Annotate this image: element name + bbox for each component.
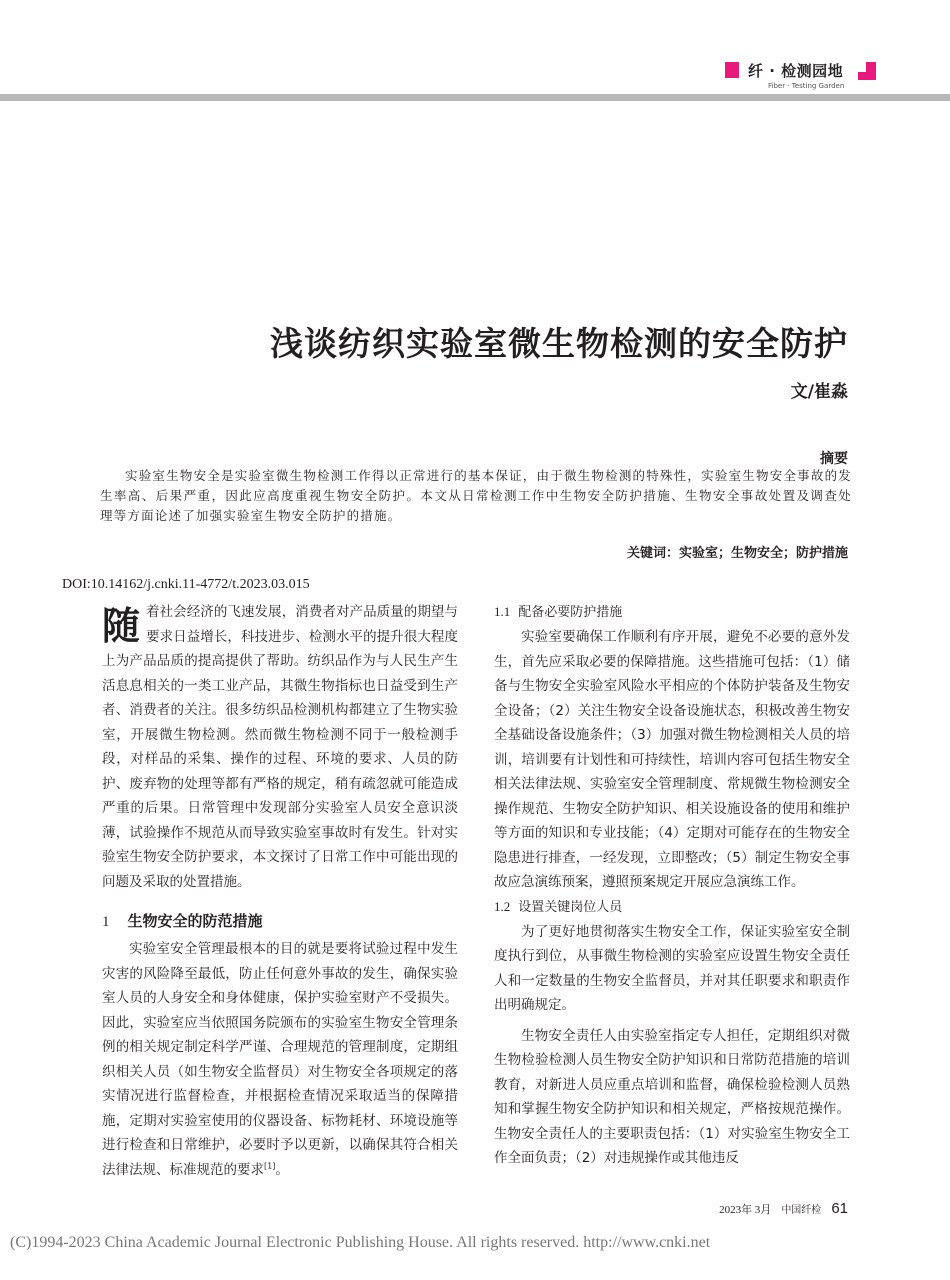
left-column [102, 600, 458, 1182]
section-title-text: 生物安全的防范措施 [127, 912, 263, 930]
section-heading [102, 908, 458, 935]
section-text-end: 。 [275, 1161, 289, 1178]
section-number: 1 [102, 914, 110, 930]
page-footer [719, 1200, 848, 1217]
section-title: 纤 · 检测园地 [748, 62, 844, 80]
issue-date: 2023年 3月 [719, 1204, 772, 1216]
keywords: 关键词：实验室；生物安全；防护措施 [626, 546, 848, 561]
header-accent-block-left [725, 62, 739, 78]
subsection-heading [494, 895, 850, 920]
dropcap: 随 [102, 604, 141, 648]
subsection-number: 1.1 [494, 604, 511, 619]
copyright-notice: (C)1994-2023 China Academic Journal Electronic Publishing House. All rights reserved. http://www.cnki.net [10, 1234, 711, 1251]
section-text: 实验室安全管理最根本的目的就是要将试验过程中发生灾害的风险降至最低，防止任何意外事故的发生，确保实验室人员的人身安全和身体健康，保护实验室财产不受损失。因此，实验室应当依照国务院颁布的实验室生物安全管理条例的相关规定制定科学严谨、合理规范的管理制度，定期组织相关人员（如生物安全监督员）对生物安全各项规定的落实情况进行监督检查，并根据检查情况采取适当的保障措施，定期对实验室使用的仪器设备、标物耗材、环境设施等进行检查和日常维护，必要时予以更新，以确保其符合相关法律法规、标准规范的要求 [102, 941, 458, 1178]
article-author: 文/崔淼 [790, 382, 848, 402]
article-title: 浅谈纺织实验室微生物检测的安全防护 [270, 324, 848, 363]
subsection-title: 配备必要防护措施 [518, 605, 623, 620]
subsection-number: 1.2 [494, 898, 511, 914]
subsection-paragraph: 生物安全责任人由实验室指定专人担任，定期组织对微生物检验检测人员生物安全防护知识和日常防范措施的培训教育，对新进人员应重点培训和监督，确保检验检测人员熟知和掌握生物安全防护知识和相关规定，严格按规范操作。生物安全责任人的主要职责包括：（1）对实验室生物安全工作全面负责；（2）对违规操作或其他违反 [494, 1027, 850, 1166]
subsection-paragraph: 为了更好地贯彻落实生物安全工作，保证实验室安全制度执行到位，从事微生物检测的实验室应设置生物安全责任人和一定数量的生物安全监督员，并对其任职要求和职责作出明确规定。 [494, 923, 850, 1013]
page-number: 61 [831, 1200, 848, 1217]
header-rule [0, 94, 950, 101]
header-accent-block-right [858, 62, 876, 80]
section-paragraph [102, 937, 458, 1182]
section-subtitle: Fiber · Testing Garden [768, 82, 845, 90]
abstract-heading: 摘要 [820, 451, 848, 467]
subsection-paragraph: 实验室要确保工作顺利有序开展，避免不必要的意外发生，首先应采取必要的保障措施。这些措施可包括：（1）储备与生物安全实验室风险水平相应的个体防护装备及生物安全设备；（2）关注生物安全设备设施状态，积极改善生物安全基础设备设施条件；（3）加强对微生物检测相关人员的培训，培训要有计划性和可持续性，培训内容可包括生物安全相关法律法规、实验室安全管理制度、常规微生物检测安全操作规范、生物安全防护知识、相关设施设备的使用和维护等方面的知识和专业技能；（4）定期对可能存在的生物安全隐患进行排查，一经发现，立即整改；（5）制定生物安全事故应急演练预案，遵照预案规定开展应急演练工作。 [494, 629, 850, 890]
citation: [1] [264, 1161, 276, 1170]
subsection-heading [494, 600, 850, 625]
intro-text: 着社会经济的飞速发展，消费者对产品质量的期望与要求日益增长，科技进步、检测水平的提升很大程度上为产品品质的提高提供了帮助。纺织品作为与人民生产生活息息相关的一类工业产品，其微生物指标也日益受到生产者、消费者的关注。很多纺织品检测机构都建立了生物实验室，开展微生物检测。然而微生物检测不同于一般检测手段，对样品的采集、操作的过程、环境的要求、人员的防护、废弃物的处理等都有严格的规定，稍有疏忽就可能造成严重的后果。日常管理中发现部分实验室人员安全意识淡薄，试验操作不规范从而导致实验室事故时有发生。针对实验室生物安全防护要求，本文探讨了日常工作中可能出现的问题及采取的处置措施。 [102, 604, 458, 890]
right-column [494, 600, 850, 1171]
abstract-text: 实验室生物安全是实验室微生物检测工作得以正常进行的基本保证，由于微生物检测的特殊性，实验室生物安全事故的发生率高、后果严重，因此应高度重视生物安全防护。本文从日常检测工作中生物安全防护措施、生物安全事故处置及调查处理等方面论述了加强实验室生物安全防护的措施。 [100, 468, 852, 523]
subsection-title: 设置关键岗位人员 [518, 899, 623, 915]
intro-paragraph [102, 600, 458, 894]
doi: DOI:10.14162/j.cnki.11-4772/t.2023.03.015 [62, 577, 310, 592]
journal-name: 中国纤检 [781, 1205, 822, 1216]
